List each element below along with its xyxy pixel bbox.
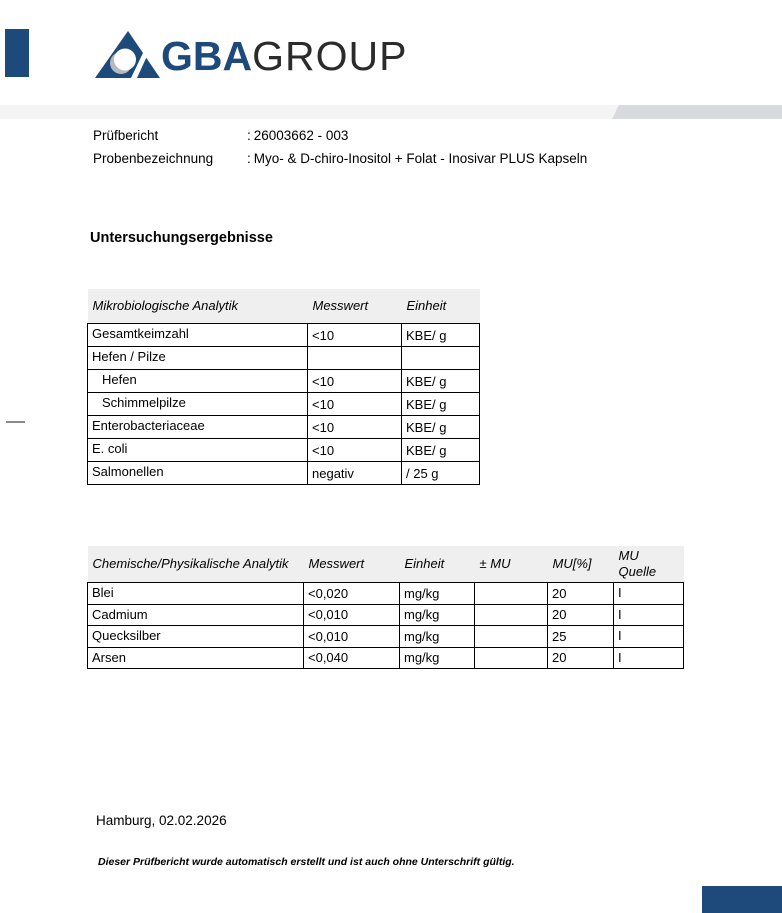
unit-cell: KBE/ g (402, 416, 480, 439)
col-header-einheit: Einheit (402, 289, 480, 324)
col-header-mu-percent: MU[%] (548, 546, 614, 583)
col-header-parameter: Mikrobiologische Analytik (88, 289, 308, 324)
table-row (88, 370, 480, 393)
parameter-cell: Arsen (88, 647, 304, 669)
unit-cell (402, 347, 480, 370)
mu-source-cell: I (614, 583, 684, 605)
value-cell: <0,010 (304, 626, 400, 648)
value-cell: negativ (308, 462, 402, 485)
unit-cell: KBE/ g (402, 324, 480, 347)
sample-name-label: Probenbezeichnung (93, 151, 214, 166)
parameter-cell: Salmonellen (88, 462, 308, 485)
parameter-cell: Cadmium (88, 604, 304, 626)
col-header-messwert: Messwert (304, 546, 400, 583)
mu-percent-cell: 20 (548, 604, 614, 626)
table-header-row (88, 289, 480, 324)
parameter-cell: Blei (88, 583, 304, 605)
value-cell: <10 (308, 324, 402, 347)
value-cell: <10 (308, 393, 402, 416)
unit-cell: mg/kg (400, 647, 475, 669)
mu-percent-cell: 20 (548, 583, 614, 605)
mu-source-cell: I (614, 604, 684, 626)
meta-row-sample-name (93, 150, 587, 173)
mu-source-cell: I (614, 626, 684, 648)
place-date: Hamburg, 02.02.2026 (96, 813, 227, 828)
parameter-cell: E. coli (88, 439, 308, 462)
unit-cell: mg/kg (400, 583, 475, 605)
parameter-cell: Enterobacteriaceae (88, 416, 308, 439)
col-header-einheit: Einheit (400, 546, 475, 583)
value-cell: <0,010 (304, 604, 400, 626)
unit-cell: KBE/ g (402, 370, 480, 393)
chemistry-table (87, 546, 684, 669)
pm-mu-cell (475, 583, 548, 605)
unit-cell: mg/kg (400, 626, 475, 648)
corner-mark-bottom-right (702, 886, 782, 913)
sample-name-value: Myo- & D-chiro-Inositol + Folat - Inosivar PLUS Kapseln (253, 151, 588, 166)
logo-wordmark (161, 34, 407, 78)
unit-cell: KBE/ g (402, 439, 480, 462)
auto-generated-note: Dieser Prüfbericht wurde automatisch erstellt und ist auch ohne Unterschrift gültig. (98, 856, 515, 868)
table-row (88, 393, 480, 416)
value-cell: <10 (308, 370, 402, 393)
separator: : (247, 128, 251, 143)
value-cell: <0,040 (304, 647, 400, 669)
col-header-parameter: Chemische/Physikalische Analytik (88, 546, 304, 583)
meta-row-report-number (93, 127, 587, 150)
pm-mu-cell (475, 626, 548, 648)
microbiology-table (87, 289, 480, 485)
report-number-label: Prüfbericht (93, 128, 159, 143)
mu-source-cell: I (614, 647, 684, 669)
table-row (88, 626, 684, 648)
corner-mark-top-left (5, 29, 29, 77)
parameter-cell: Gesamtkeimzahl (88, 324, 308, 347)
fold-mark (6, 421, 25, 423)
table-header-row (88, 546, 684, 583)
table-row (88, 347, 480, 370)
report-meta (93, 127, 587, 173)
value-cell: <10 (308, 439, 402, 462)
table-row (88, 647, 684, 669)
table-row (88, 462, 480, 485)
header-band-accent (612, 105, 782, 119)
table-row (88, 416, 480, 439)
separator: : (247, 151, 251, 166)
logo-text-group: GROUP (252, 33, 408, 79)
mu-percent-cell: 20 (548, 647, 614, 669)
col-header-pm-mu: ± MU (475, 546, 548, 583)
section-title: Untersuchungsergebnisse (90, 230, 273, 246)
table-row (88, 583, 684, 605)
value-cell: <0,020 (304, 583, 400, 605)
col-header-messwert: Messwert (308, 289, 402, 324)
pm-mu-cell (475, 647, 548, 669)
table-row (88, 324, 480, 347)
value-cell: <10 (308, 416, 402, 439)
parameter-cell: Hefen / Pilze (88, 347, 308, 370)
unit-cell: KBE/ g (402, 393, 480, 416)
gba-triangle-icon (95, 31, 160, 78)
value-cell (308, 347, 402, 370)
parameter-cell: Schimmelpilze (88, 393, 308, 416)
unit-cell: / 25 g (402, 462, 480, 485)
table-row (88, 439, 480, 462)
col-header-mu-quelle: MU Quelle (614, 546, 684, 583)
unit-cell: mg/kg (400, 604, 475, 626)
logo-text-gba: GBA (161, 33, 253, 79)
mu-percent-cell: 25 (548, 626, 614, 648)
parameter-cell: Quecksilber (88, 626, 304, 648)
pm-mu-cell (475, 604, 548, 626)
report-number-value: 26003662 - 003 (253, 128, 349, 143)
table-row (88, 604, 684, 626)
parameter-cell: Hefen (88, 370, 308, 393)
